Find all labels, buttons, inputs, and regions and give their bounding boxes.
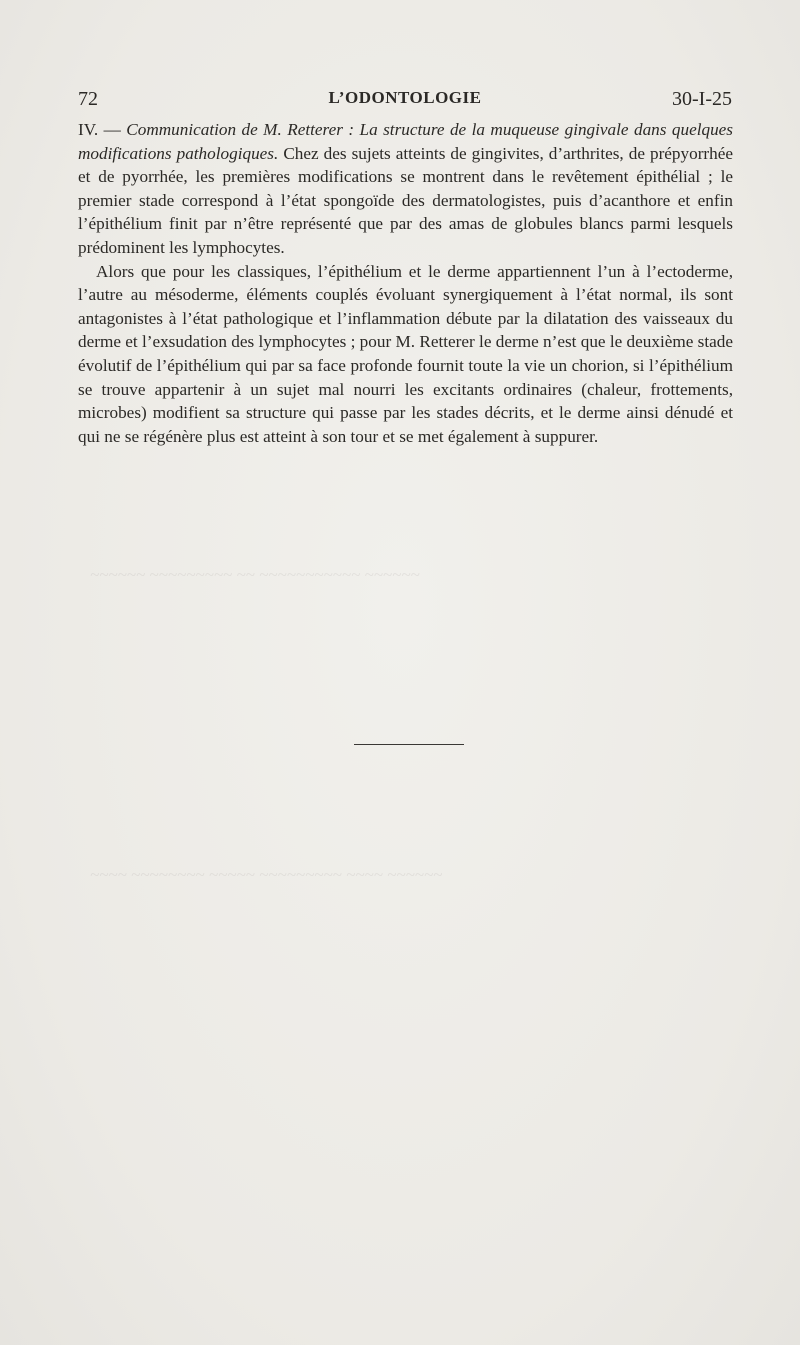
running-head xyxy=(78,88,732,114)
section-number: IV. — xyxy=(78,120,127,139)
page-number: 72 xyxy=(78,88,98,110)
paragraph-2: Alors que pour les classiques, l’épithélium et le derme appartiennent l’un à l’ectoderme, l’autre au mésoderme, éléments couplés évoluant synergiquement à l’état normal, ils sont antagonistes à l’état pathologique et l’inflammation débute par la dilatation des vaisseaux du derme et l’exsudation des lymphocytes ; pour M. Retterer le derme n’est que le deuxième stade évolutif de l’épithélium qui par sa face profonde fournit toute la vie un chorion, si l’épithélium se trouve appartenir à un sujet mal nourri les excitants ordinaires (chaleur, frottements, microbes) modifient sa structure qui passe par les stades décrits, et le derme ainsi dénudé et qui ne se régénère plus est atteint à son tour et se met également à suppurer. xyxy=(78,261,733,446)
bleed-through-text: ~~~~ ~~~~~~~~ ~~~~~ ~~~~~~~~~ ~~~~ ~~~~~~ xyxy=(90,865,443,884)
bleed-through-text: ~~~~~~ ~~~~~~~~~ ~~ ~~~~~~~~~~~ ~~~~~~ xyxy=(90,565,420,584)
journal-title: L’ODONTOLOGIE xyxy=(328,88,482,107)
paragraph-1-text: Chez des sujets atteints de gingivites, d’arthrites, de prépyorrhée et de pyorrhée, les premières modifications se montrent dans le revêtement épithélial ; le premier stade correspond à l’état spongoïde des dermatologistes, puis d’acanthore et enfin l’épithélium finit par n’être représenté que par des amas de globules blancs parmi lesquels prédominent les lymphocytes. xyxy=(78,143,733,257)
paragraph-1 xyxy=(78,118,733,260)
section-divider xyxy=(354,744,464,745)
article-body xyxy=(78,118,733,448)
issue-date: 30-I-25 xyxy=(672,88,732,110)
article-heading: Communication de M. Retterer : La structure de la muqueuse gingivale dans quelques modifications pathologiques. xyxy=(78,120,733,163)
